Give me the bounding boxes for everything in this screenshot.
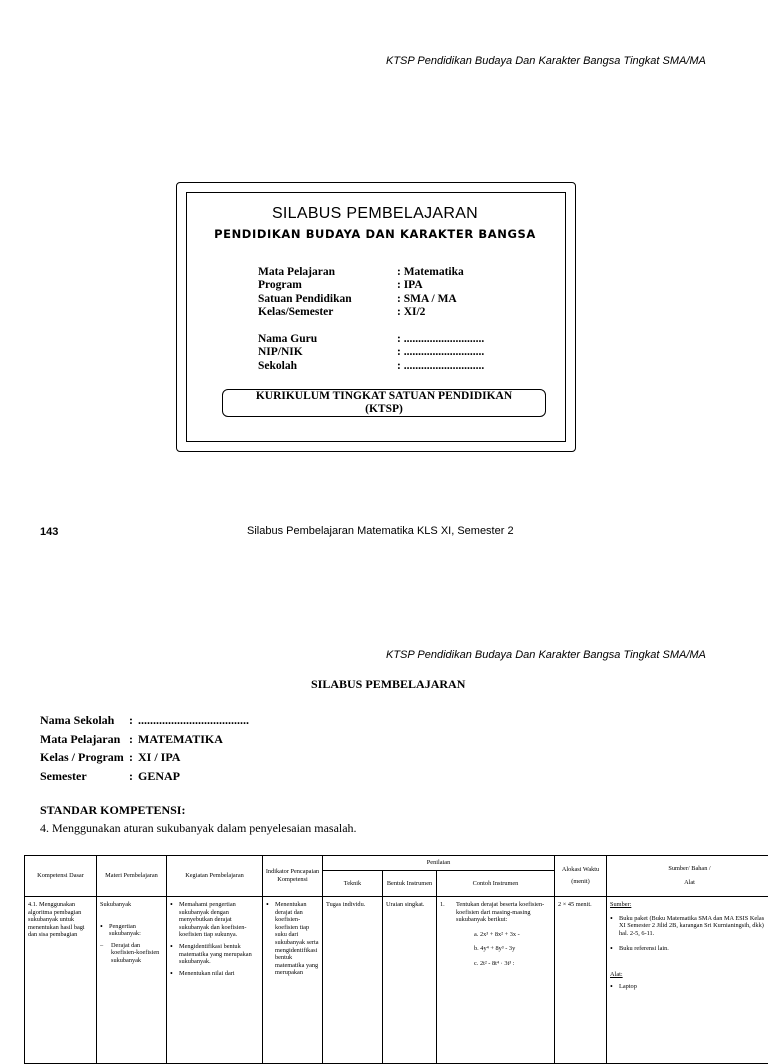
cover-title: SILABUS PEMBELAJARAN [186, 205, 564, 223]
teacher-field-value: : ............................ [397, 346, 484, 359]
contoh-number: 1. [440, 901, 445, 909]
curriculum-line-2: (KTSP) [223, 403, 545, 416]
info-label: Nama Sekolah [40, 711, 124, 730]
cell-bentuk [383, 897, 437, 1064]
materi-title: Sukubanyak [100, 901, 163, 909]
teacher-fields-values [397, 333, 484, 373]
cover-field-label: Kelas/Semester [258, 306, 352, 319]
curriculum-line-1: KURIKULUM TINGKAT SATUAN PENDIDIKAN [223, 390, 545, 403]
cover-field-label: Satuan Pendidikan [258, 293, 352, 306]
teacher-field-label: Nama Guru [258, 333, 317, 346]
contoh-text: Tentukan derajat beserta koefisien-koefisien dari masing-masing sukubanyak berikut: [448, 901, 551, 924]
alat-label: Alat: [610, 971, 768, 979]
cell-contoh [437, 897, 555, 1064]
teacher-field-value: : ............................ [397, 333, 484, 346]
cover-field-value: : IPA [397, 279, 464, 292]
page-header: KTSP Pendidikan Budaya Dan Karakter Bangsa Tingkat SMA/MA [386, 55, 706, 67]
cell-kompetensi [25, 897, 97, 1064]
info-value: MATEMATIKA [138, 730, 249, 749]
syllabus-title: SILABUS PEMBELAJARAN [311, 677, 465, 692]
th-alokasi-unit: (menit) [555, 878, 606, 886]
cover-subtitle: PENDIDIKAN BUDAYA DAN KARAKTER BANGSA [186, 227, 564, 241]
contoh-c: c. 2t² - 8t⁴ · 3t³ : [474, 960, 551, 968]
materi-dash: – Derajat dan koefisien-koefisien sukubanyak [100, 942, 163, 965]
teacher-fields-labels [258, 333, 317, 373]
info-value: XI / IPA [138, 748, 249, 767]
sumber-item: • Buku paket (Buku Matematika SMA dan MA ESIS Kelas XI Semester 2 Jilid 2B, karangan Sri Kurnianingsih, dkk) hal. 2-5, 6-11. [610, 915, 768, 938]
curriculum-box [222, 389, 546, 417]
syllabus-table [24, 855, 768, 1064]
teknik-text: Tugas individu. [326, 901, 379, 1063]
cell-kegiatan [167, 897, 263, 1064]
th-kompetensi: Kompetensi Dasar [25, 856, 97, 897]
info-values [138, 711, 249, 785]
th-alokasi [555, 856, 607, 897]
indikator-item: • Menentukan derajat dan koefisien-koefisien tiap suku dari sukubanyak serta mengidentifikasi bentuk matematika yang merupakan [266, 901, 319, 977]
teacher-field-label: NIP/NIK [258, 346, 317, 359]
cell-materi [97, 897, 167, 1064]
th-penilaian: Penilaian [323, 856, 555, 871]
cover-field-value: : SMA / MA [397, 293, 464, 306]
materi-bullet: • Pengertian sukubanyak: [100, 923, 163, 938]
cover-field-value: : XI/2 [397, 306, 464, 319]
info-value: GENAP [138, 767, 249, 786]
info-sep: : [129, 730, 133, 749]
th-contoh: Contoh Instrumen [437, 871, 555, 897]
footer-text: Silabus Pembelajaran Matematika KLS XI, Semester 2 [247, 525, 514, 537]
teacher-field-value: : ............................ [397, 360, 484, 373]
info-label: Mata Pelajaran [40, 730, 124, 749]
cover-field-label: Mata Pelajaran [258, 266, 352, 279]
cover-field-label: Program [258, 279, 352, 292]
page2-header: KTSP Pendidikan Budaya Dan Karakter Bangsa Tingkat SMA/MA [386, 649, 706, 661]
table-row [25, 897, 768, 1064]
kompetensi-text: 4.1. Menggunakan algoritma pembagian sukubanyak untuk menentukan hasil bagi dan sisa pembagian [28, 901, 93, 1063]
sumber-label: Sumber: [610, 901, 768, 909]
info-sep: : [129, 748, 133, 767]
th-bentuk: Bentuk Instrumen [383, 871, 437, 897]
cell-teknik [323, 897, 383, 1064]
bentuk-text: Uraian singkat. [386, 901, 433, 1063]
info-separators [129, 711, 133, 785]
teacher-field-label: Sekolah [258, 360, 317, 373]
cell-sumber [607, 897, 768, 1064]
kegiatan-item: • Mengidentifikasi bentuk matematika yang merupakan sukubanyak. [170, 943, 259, 966]
alokasi-text: 2 × 45 menit. [558, 901, 603, 1063]
standar-item: 4. Menggunakan aturan sukubanyak dalam penyelesaian masalah. [40, 821, 357, 836]
th-indikator: Indikator Pencapaian Kompetensi [263, 856, 323, 897]
th-materi: Materi Pembelajaran [97, 856, 167, 897]
th-alokasi-label: Alokasi Waktu [555, 866, 606, 874]
info-label: Kelas / Program [40, 748, 124, 767]
info-sep: : [129, 711, 133, 730]
contoh-a: a. 2x³ + 8x² + 3x - [474, 931, 551, 939]
kegiatan-item: • Memahami pengertian sukubanyak dengan menyebutkan derajat sukubanyak dan koefisien-koefisien tiap sukunya. [170, 901, 259, 939]
kegiatan-item: • Menentukan nilai dari [170, 970, 259, 978]
th-sumber-label-2: Alat [607, 879, 768, 887]
page-number: 143 [40, 526, 58, 538]
cell-alokasi [555, 897, 607, 1064]
th-teknik: Teknik [323, 871, 383, 897]
contoh-b: b. 4y⁴ + 8y³ - 3y [474, 945, 551, 953]
info-label: Semester [40, 767, 124, 786]
cover-fields-values [397, 266, 464, 319]
standar-heading: STANDAR KOMPETENSI: [40, 803, 185, 818]
sumber-item: • Buku referensi lain. [610, 945, 768, 953]
cover-fields-labels [258, 266, 352, 319]
cell-indikator [263, 897, 323, 1064]
info-value: ..................................... [138, 711, 249, 730]
cover-field-value: : Matematika [397, 266, 464, 279]
th-sumber-label: Sumber/ Bahan / [607, 865, 768, 873]
info-sep: : [129, 767, 133, 786]
th-sumber [607, 856, 768, 897]
alat-item: • Laptop [610, 983, 768, 991]
info-labels [40, 711, 124, 785]
th-kegiatan: Kegiatan Pembelajaran [167, 856, 263, 897]
